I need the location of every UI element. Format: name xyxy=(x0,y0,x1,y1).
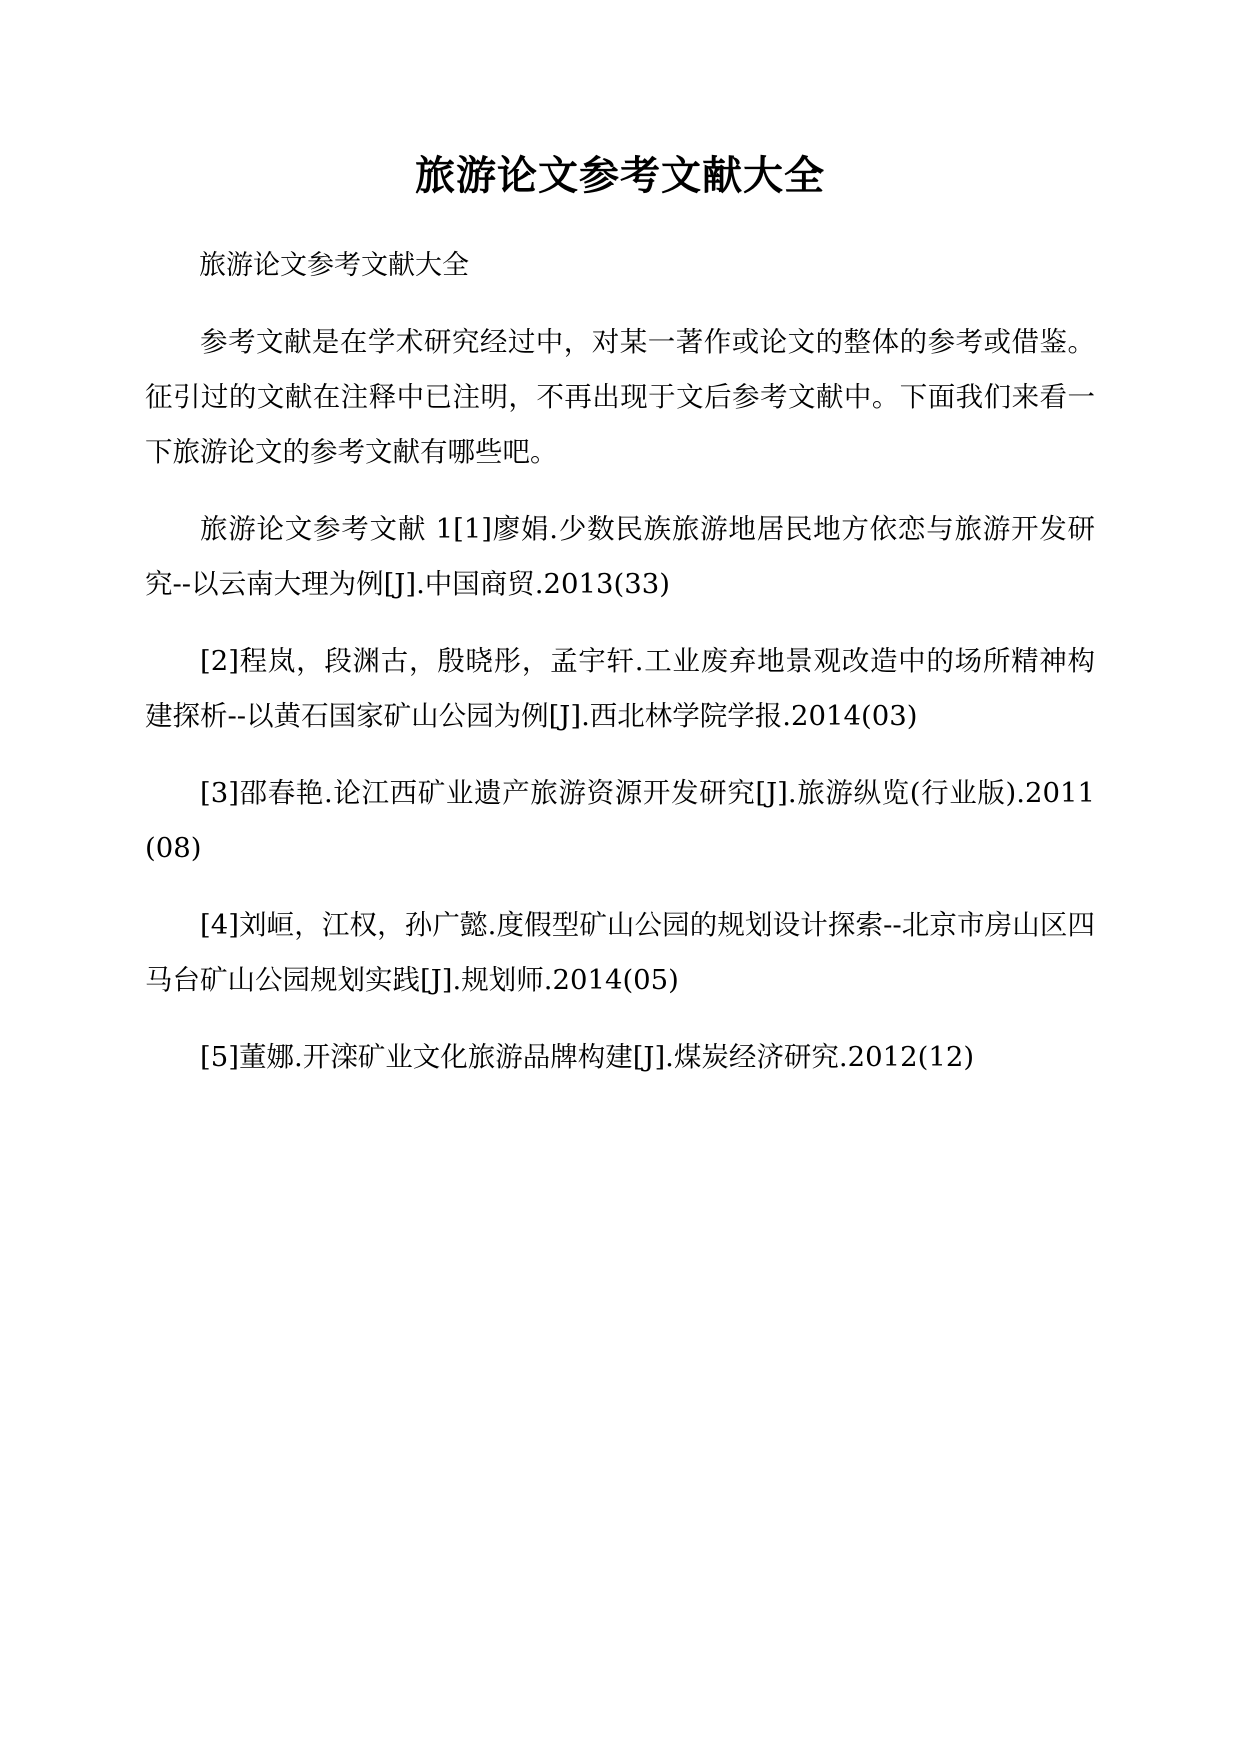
page-title: 旅游论文参考文献大全 xyxy=(415,153,825,199)
reference-item-4: [4]刘峘，江权，孙广懿.度假型矿山公园的规划设计探索--北京市房山区四马台矿山公园规划实践[J].规划师.2014(05) xyxy=(145,908,1095,996)
paragraph-intro: 参考文献是在学术研究经过中，对某一著作或论文的整体的参考或借鉴。征引过的文献在注释中已注明，不再出现于文后参考文献中。下面我们来看一下旅游论文的参考文献有哪些吧。 xyxy=(145,325,1095,468)
reference-item-1: 旅游论文参考文献 1[1]廖娟.少数民族旅游地居民地方依恋与旅游开发研究--以云南大理为例[J].中国商贸.2013(33) xyxy=(145,512,1095,600)
reference-item-3: [3]邵春艳.论江西矿业遗产旅游资源开发研究[J].旅游纵览(行业版).2011(08) xyxy=(145,776,1095,864)
reference-item-5: [5]董娜.开滦矿业文化旅游品牌构建[J].煤炭经济研究.2012(12) xyxy=(200,1040,975,1073)
document-subtitle: 旅游论文参考文献大全 xyxy=(199,250,469,281)
reference-item-2: [2]程岚，段渊古，殷晓彤，孟宇轩.工业废弃地景观改造中的场所精神构建探析--以黄石国家矿山公园为例[J].西北林学院学报.2014(03) xyxy=(145,644,1095,732)
